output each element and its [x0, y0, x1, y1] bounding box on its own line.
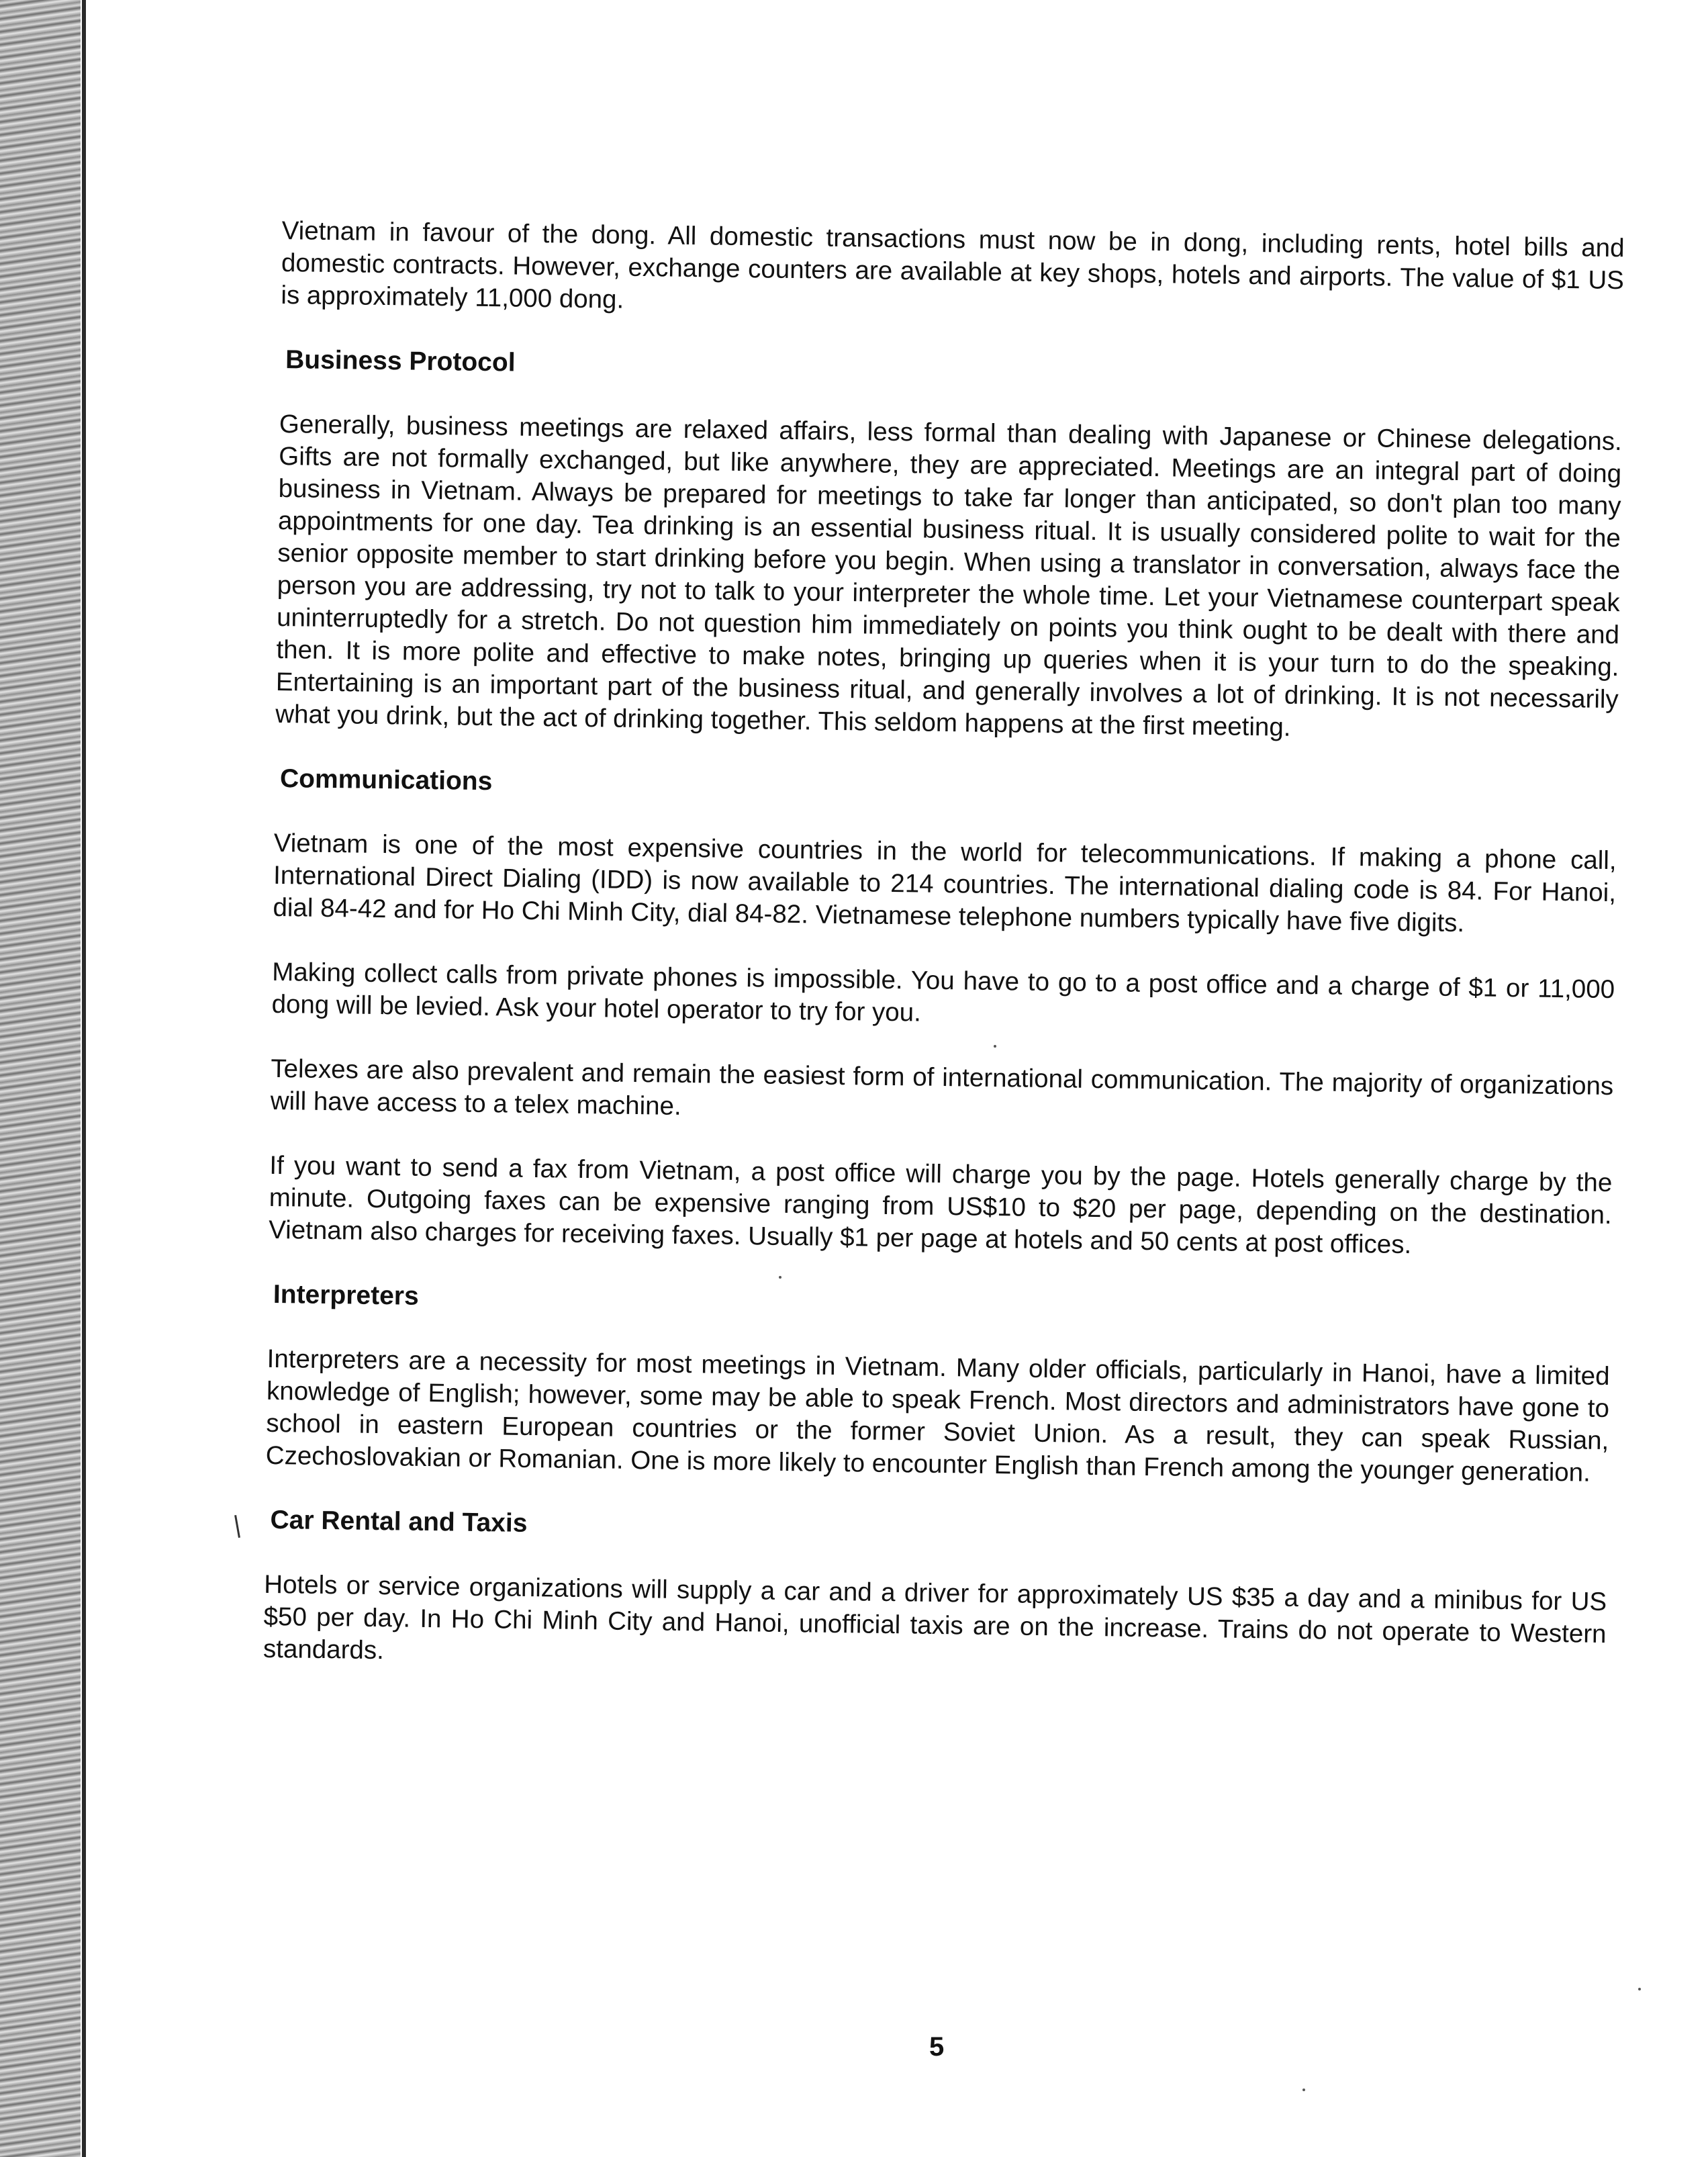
heading-business-protocol: Business Protocol — [285, 345, 516, 377]
interpreters-paragraph: Interpreters are a necessity for most meetings in Vietnam. Many older officials, particularly in Hanoi, have a limited knowledge of English; however, some may be able to speak French. Most directors and administrators have gone to school in eastern European countries or the former Soviet Union. As a result, they can speak Russian, Czechoslovakian or Romanian. One is more likely to encounter English than French among the younger generation. — [265, 1344, 1610, 1487]
communications-paragraph-4: If you want to send a fax from Vietnam, a post office will charge you by the page. Hotels generally charge by the minute. Outgoing faxes can be expensive ranging from US$10 to $20 per page, depending on the destination. Vietnam also charges for receiving faxes. Usually $1 per page at hotels and 50 cents at post offices. — [268, 1150, 1613, 1260]
business-protocol-paragraph: Generally, business meetings are relaxed affairs, less formal than dealing with Japanese or Chinese delegations. Gifts are not formally exchanged, but like anywhere, they are appreciated. Meetings are an integral part of doing business in Vietnam. Always be prepared for meetings to take far longer than anticipated, so don't plan too many appointments for one day. Tea drinking is an essential business ritual. It is usually considered polite to wait for the senior opposite member to start drinking before you begin. When using a translator in conversation, always face the person you are addressing, try not to talk to your interpreter the whole time. Let your Vietnamese counterpart speak uninterruptedly for a stretch. Do not question him immediately on points you think ought to be dealt with there and then. It is more polite and effective to make notes, bringing up queries when it is your turn to do the speaking. Entertaining is an important part of the business ritual, and generally involves a lot of drinking. It is not necessarily what you drink, but the act of drinking together. This seldom happens at the first meeting. — [275, 409, 1623, 742]
document-page — [263, 215, 1625, 1715]
communications-paragraph-1: Vietnam is one of the most expensive countries in the world for telecommunications. If making a phone call, International Direct Dialing (IDD) is now available to 214 countries. The international dialing code is 84. For Hanoi, dial 84-42 and for Ho Chi Minh City, dial 84-82. Vietnamese telephone numbers typically have five digits. — [273, 828, 1617, 938]
scan-speck — [779, 1276, 781, 1279]
intro-paragraph: Vietnam in favour of the dong. All domestic transactions must now be in dong, including rents, hotel bills and domestic contracts. However, exchange counters are available at key shops, hotels and airports. The value of $1 US is approximately 11,000 dong. — [281, 216, 1625, 314]
communications-paragraph-3: Telexes are also prevalent and remain the easiest form of international communication. The majority of organizations will have access to a telex machine. — [270, 1054, 1614, 1121]
heading-communications: Communications — [279, 764, 493, 796]
car-rental-paragraph: Hotels or service organizations will supply a car and a driver for approximately US $35 a day and a minibus for US $50 per day. In Ho Chi Minh City and Hanoi, unofficial taxis are on the increase. Trains do not operate to Western standards. — [263, 1569, 1607, 1665]
margin-tick-mark — [234, 1515, 240, 1538]
heading-car-rental-and-taxis: Car Rental and Taxis — [270, 1505, 528, 1538]
page-number: 5 — [929, 2032, 945, 2062]
scan-speck — [1638, 1988, 1641, 1990]
scan-binding-edge — [0, 0, 81, 2157]
communications-paragraph-2: Making collect calls from private phones is impossible. You have to go to a post office and a charge of $1 or 11,000 dong will be levied. Ask your hotel operator to try for you. — [271, 957, 1615, 1027]
scan-speck — [994, 1045, 996, 1048]
heading-interpreters: Interpreters — [273, 1279, 419, 1311]
scan-speck — [1302, 2089, 1305, 2091]
scan-binding-rule — [82, 0, 86, 2157]
